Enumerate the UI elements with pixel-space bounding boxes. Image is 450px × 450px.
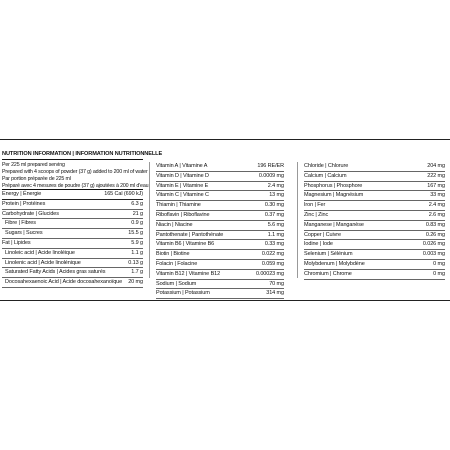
nutrient-row xyxy=(156,211,284,221)
nutrient-row xyxy=(304,172,445,182)
nutrient-row xyxy=(2,219,143,229)
nutrient-row xyxy=(304,182,445,192)
title-divider xyxy=(2,159,143,160)
nutrient-name: Saturated Fatty Acids | Acides gras saturés xyxy=(5,269,106,276)
nutrient-name: Carbohydrate | Glucides xyxy=(2,210,59,217)
nutrient-row xyxy=(156,260,284,270)
nutrient-row xyxy=(156,240,284,250)
nutrient-name: Energy | Énergie xyxy=(2,191,42,197)
nutrient-amount: 5.9 g xyxy=(131,239,143,246)
nutrient-amount: 13 mg xyxy=(269,192,284,199)
nutrient-amount: 1.1 mg xyxy=(267,231,284,238)
nutrient-row xyxy=(2,210,143,220)
nutrient-amount: 167 mg xyxy=(427,182,445,189)
nutrient-amount: 0.022 mg xyxy=(261,251,284,258)
nutrient-row xyxy=(2,268,143,278)
nutrient-amount: 0.30 mg xyxy=(264,202,284,209)
nutrient-row xyxy=(304,201,445,211)
nutrient-amount: 15.5 g xyxy=(128,230,143,237)
nutrient-row xyxy=(156,250,284,260)
nutrient-name: Fat | Lipides xyxy=(2,239,31,246)
nutrient-name: Manganese | Manganèse xyxy=(304,221,364,228)
nutrient-amount: 21 g xyxy=(132,210,143,217)
nutrient-row xyxy=(156,191,284,201)
nutrient-name: Fibre | Fibres xyxy=(5,220,36,227)
nutrient-row xyxy=(304,221,445,231)
column-divider xyxy=(297,162,298,278)
nutrient-row xyxy=(304,240,445,250)
nutrient-amount: 165 Cal (690 kJ) xyxy=(104,191,143,197)
nutrient-amount: 0.26 mg xyxy=(425,231,445,238)
nutrient-name: Vitamin C | Vitamine C xyxy=(156,192,209,199)
nutrient-name: Molybdenum | Molybdène xyxy=(304,260,365,267)
nutrient-row xyxy=(304,231,445,241)
nutrient-row xyxy=(156,162,284,172)
nutrient-amount: 5.6 mg xyxy=(267,221,284,228)
nutrient-row xyxy=(304,162,445,172)
nutrient-name: Chloride | Chlorure xyxy=(304,163,349,169)
nutrient-row xyxy=(304,211,445,221)
nutrient-row xyxy=(2,249,143,259)
column-divider xyxy=(149,162,150,278)
nutrient-row xyxy=(156,289,284,299)
nutrient-amount: 0.9 g xyxy=(131,220,143,227)
mineral-list xyxy=(304,162,445,280)
nutrition-title: NUTRITION INFORMATION | INFORMATION NUTRITIONNELLE xyxy=(2,151,163,157)
nutrient-name: Vitamin A | Vitamine A xyxy=(156,163,208,169)
nutrient-row xyxy=(156,231,284,241)
nutrient-name: Sugars | Sucres xyxy=(5,230,43,237)
nutrient-name: Selenium | Sélénium xyxy=(304,251,353,258)
nutrient-name: Phosphorus | Phosphore xyxy=(304,182,363,189)
nutrient-amount: 0.059 mg xyxy=(261,260,284,267)
macronutrient-list xyxy=(2,189,143,288)
nutrient-amount: 2.4 mg xyxy=(267,182,284,189)
nutrient-amount: 0.37 mg xyxy=(264,211,284,218)
nutrient-row xyxy=(304,250,445,260)
nutrient-row xyxy=(2,278,143,288)
nutrient-name: Vitamin B12 | Vitamine B12 xyxy=(156,270,221,277)
nutrient-amount: 196 RE/ER xyxy=(257,163,284,169)
nutrient-amount: 0.33 mg xyxy=(264,241,284,248)
nutrient-name: Iodine | Iode xyxy=(304,241,333,248)
nutrient-name: Niacin | Niacine xyxy=(156,221,193,228)
nutrient-row xyxy=(2,239,143,249)
nutrient-amount: 1.1 g xyxy=(131,249,143,256)
nutrient-amount: 0 mg xyxy=(433,260,445,267)
nutrient-name: Linolenic acid | Acide linolénique xyxy=(5,259,81,266)
nutrient-name: Biotin | Biotine xyxy=(156,251,190,258)
nutrient-row xyxy=(304,270,445,280)
nutrient-amount: 204 mg xyxy=(427,163,445,169)
nutrient-row xyxy=(156,221,284,231)
nutrient-amount: 0.0009 mg xyxy=(258,172,284,179)
nutrient-name: Magnesium | Magnésium xyxy=(304,192,364,199)
nutrient-name: Riboflavin | Riboflavine xyxy=(156,211,210,218)
nutrient-name: Folacin | Folacine xyxy=(156,260,198,267)
nutrient-row xyxy=(304,260,445,270)
preparation-en: Prepared with 4 scoops of powder (37 g) added to 200 ml of water xyxy=(2,169,148,175)
nutrient-row xyxy=(156,280,284,290)
nutrient-row xyxy=(156,172,284,182)
nutrient-name: Thiamin | Thiamine xyxy=(156,202,201,209)
nutrient-amount: 222 mg xyxy=(427,172,445,179)
serving-size-fr: Par portion préparée de 225 ml xyxy=(2,176,71,182)
nutrient-amount: 20 mg xyxy=(128,279,143,286)
nutrient-row xyxy=(2,259,143,269)
nutrient-name: Vitamin D | Vitamine D xyxy=(156,172,209,179)
nutrient-name: Docosahexaenoic Acid | Acide docosahexanoïque xyxy=(5,279,123,286)
nutrient-row xyxy=(2,229,143,239)
nutrient-name: Copper | Cuivre xyxy=(304,231,341,238)
nutrient-name: Sodium | Sodium xyxy=(156,280,197,287)
nutrient-row xyxy=(156,270,284,280)
nutrient-name: Pantothenate | Pantothénate xyxy=(156,231,224,238)
nutrient-amount: 0.003 mg xyxy=(422,251,445,258)
nutrient-amount: 0.13 g xyxy=(128,259,143,266)
nutrient-name: Calcium | Calcium xyxy=(304,172,347,179)
nutrient-name: Chromium | Chrome xyxy=(304,270,352,277)
nutrient-amount: 0.026 mg xyxy=(422,241,445,248)
nutrient-name: Zinc | Zinc xyxy=(304,211,329,218)
nutrient-row xyxy=(156,182,284,192)
nutrient-amount: 0 mg xyxy=(433,270,445,277)
serving-size-en: Per 225 ml prepared serving xyxy=(2,162,65,168)
nutrient-row xyxy=(2,200,143,210)
nutrient-amount: 2.6 mg xyxy=(428,211,445,218)
nutrient-amount: 6.3 g xyxy=(131,200,143,207)
nutrient-name: Vitamin E | Vitamine E xyxy=(156,182,209,189)
preparation-fr: Préparé avec 4 mesures de poudre (37 g) ajoutées à 200 ml d'eau xyxy=(2,183,149,189)
nutrient-name: Iron | Fer xyxy=(304,202,326,209)
nutrient-row xyxy=(156,201,284,211)
nutrient-amount: 33 mg xyxy=(430,192,445,199)
nutrient-amount: 70 mg xyxy=(269,280,284,287)
nutrient-name: Protein | Protéines xyxy=(2,200,46,207)
nutrient-amount: 2.4 mg xyxy=(428,202,445,209)
nutrient-row xyxy=(304,191,445,201)
nutrient-amount: 0.83 mg xyxy=(425,221,445,228)
nutrient-name: Potassium | Potassium xyxy=(156,290,210,297)
vitamin-list xyxy=(156,162,284,299)
nutrient-row xyxy=(2,189,143,200)
nutrient-amount: 0.00023 mg xyxy=(255,270,284,277)
nutrient-name: Vitamin B6 | Vitamine B6 xyxy=(156,241,215,248)
nutrient-name: Linoleic acid | Acide linoléique xyxy=(5,249,75,256)
nutrient-amount: 1.7 g xyxy=(131,269,143,276)
nutrient-amount: 314 mg xyxy=(266,290,284,297)
